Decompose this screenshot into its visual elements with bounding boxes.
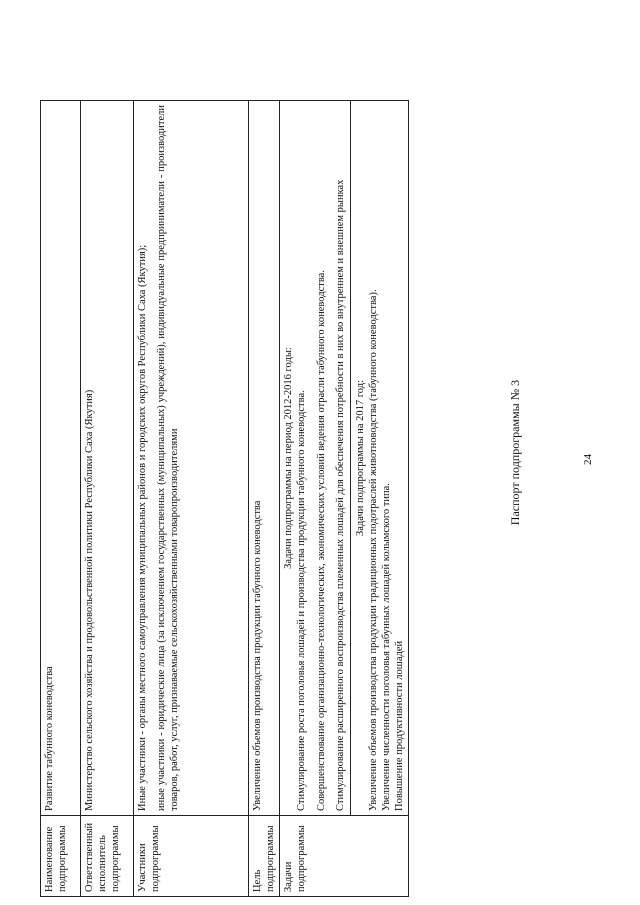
responsible-label: Ответственный исполнитель подпрограммы <box>81 816 134 897</box>
name-value: Развитие табунного коневодства <box>41 101 81 816</box>
passport-table <box>40 100 409 897</box>
tasks-period1-title: Задачи подпрограммы на период 2012-2016 годы: <box>283 347 295 569</box>
row-responsible <box>81 101 134 897</box>
task-item: Совершенствование организационно-технологических, экономических условий ведения отрасли табунного коневодства. <box>315 270 327 811</box>
row-name <box>41 101 81 897</box>
name-label: Наименование подпрограммы <box>41 816 81 897</box>
tasks-value <box>280 101 409 816</box>
participants-text-2: иные участники - юридические лица (за исключением государственных (муниципальных) учреждений), индивидуальные предприниматели - производители товаров, работ, услуг, признаваемые сельскохозяйственными товаропроизводителями <box>156 105 181 811</box>
tasks-period2-title: Задачи подпрограммы на 2017 год: <box>354 379 366 537</box>
task-item: Повышение продуктивности лошадей <box>394 640 406 811</box>
participants-text-1: Иные участники - органы местного самоуправления муниципальных районов и городских округов Республики Саха (Якутия); <box>137 244 148 811</box>
page-title: Паспорт подпрограммы № 3 <box>508 379 522 526</box>
row-tasks <box>280 101 409 897</box>
participants-label: Участники подпрограммы <box>134 816 249 897</box>
divider <box>350 101 351 815</box>
tasks-label: Задачи подпрограммы <box>280 816 409 897</box>
row-goal <box>249 101 280 897</box>
goal-label: Цель подпрограммы <box>249 816 280 897</box>
task-item: Стимулирование расширенного воспроизводства племенных лошадей для обеспечения потребности в них во внутреннем и внешнем рынках <box>334 179 346 811</box>
row-participants <box>134 101 249 897</box>
task-item: Стимулирование роста поголовья лошадей и производства продукции табунного коневодства. <box>296 390 308 811</box>
responsible-value: Министерство сельского хозяйства и продовольственной политики Республики Саха (Якутия) <box>81 101 134 816</box>
task-item: Увеличение объемов производства продукции традиционных подотраслей животноводства (табунного коневодства). <box>367 289 379 811</box>
participants-value <box>134 101 249 816</box>
goal-value: Увеличение объемов производства продукции табунного коневодства <box>249 101 280 816</box>
page-number: 24 <box>582 454 594 465</box>
task-item: Увеличение численности поголовья табунных лошадей колымского типа. <box>381 483 392 811</box>
